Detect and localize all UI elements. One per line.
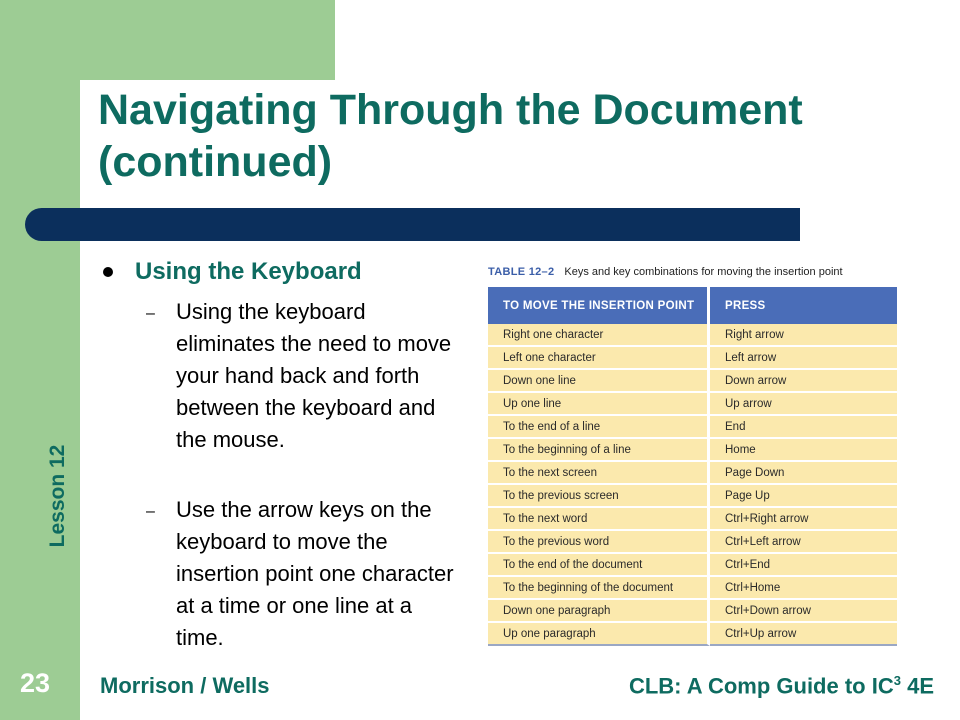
table-row — [488, 324, 897, 347]
table-row — [488, 508, 897, 531]
footer-authors: Morrison / Wells — [100, 673, 270, 698]
movement-cell: To the beginning of the document — [488, 577, 710, 600]
movement-cell: To the next screen — [488, 462, 710, 485]
table-body — [488, 324, 897, 646]
dash-marker: – — [146, 305, 155, 322]
sub-point: Using the keyboard eliminates the need to move your hand back and forth between the keyboard and the mouse. — [176, 299, 452, 452]
table-row — [488, 577, 897, 600]
sub-point: Use the arrow keys on the keyboard to move the insertion point one character at a time or one line at a time. — [176, 497, 454, 650]
keys-cell: Ctrl+Up arrow — [710, 623, 897, 646]
table-row — [488, 600, 897, 623]
movement-cell: To the end of the document — [488, 554, 710, 577]
table-header-row — [488, 287, 897, 324]
keys-cell: Ctrl+Left arrow — [710, 531, 897, 554]
movement-cell: To the previous word — [488, 531, 710, 554]
table-caption-text: Keys and key combinations for moving the insertion point — [564, 266, 843, 278]
keys-cell: Ctrl+End — [710, 554, 897, 577]
keys-cell: Ctrl+Right arrow — [710, 508, 897, 531]
table-row — [488, 393, 897, 416]
column-header: TO MOVE THE INSERTION POINT — [488, 287, 710, 324]
keys-cell: Ctrl+Home — [710, 577, 897, 600]
keys-cell: Down arrow — [710, 370, 897, 393]
background-accent-side — [0, 0, 80, 720]
table-caption-number: TABLE 12–2 — [488, 266, 555, 278]
keys-cell: Left arrow — [710, 347, 897, 370]
title-divider-bar — [25, 208, 800, 241]
table-caption — [488, 266, 843, 278]
table-row — [488, 347, 897, 370]
column-header: PRESS — [710, 287, 897, 324]
movement-cell: Up one paragraph — [488, 623, 710, 646]
key-combinations-table — [488, 287, 897, 646]
movement-cell: Up one line — [488, 393, 710, 416]
keys-cell: Page Down — [710, 462, 897, 485]
table-row — [488, 554, 897, 577]
movement-cell: To the beginning of a line — [488, 439, 710, 462]
keys-cell: Right arrow — [710, 324, 897, 347]
keys-cell: Page Up — [710, 485, 897, 508]
bullet-heading: Using the Keyboard — [135, 258, 362, 285]
movement-cell: Down one paragraph — [488, 600, 710, 623]
movement-cell: To the end of a line — [488, 416, 710, 439]
movement-cell: To the next word — [488, 508, 710, 531]
lesson-label: Lesson 12 — [46, 444, 69, 548]
book-title-prefix: CLB: A Comp Guide to IC — [628, 673, 894, 699]
book-title-superscript: 3 — [893, 673, 901, 688]
table-row — [488, 439, 897, 462]
keys-cell: End — [710, 416, 897, 439]
keys-cell: Ctrl+Down arrow — [710, 600, 897, 623]
movement-cell: Down one line — [488, 370, 710, 393]
page-number: 23 — [20, 668, 51, 698]
book-title-suffix: 4E — [900, 673, 934, 699]
dash-marker: – — [146, 503, 155, 520]
keys-cell: Up arrow — [710, 393, 897, 416]
table-row — [488, 485, 897, 508]
table-row — [488, 462, 897, 485]
movement-cell: Right one character — [488, 324, 710, 347]
movement-cell: Left one character — [488, 347, 710, 370]
keys-cell: Home — [710, 439, 897, 462]
table-row — [488, 370, 897, 393]
movement-cell: To the previous screen — [488, 485, 710, 508]
table-row — [488, 416, 897, 439]
slide-title: Navigating Through the Document (continued) — [98, 86, 803, 186]
bullet-dot-icon — [103, 267, 113, 277]
footer-book-title — [629, 673, 934, 699]
table-row — [488, 623, 897, 646]
table-row — [488, 531, 897, 554]
